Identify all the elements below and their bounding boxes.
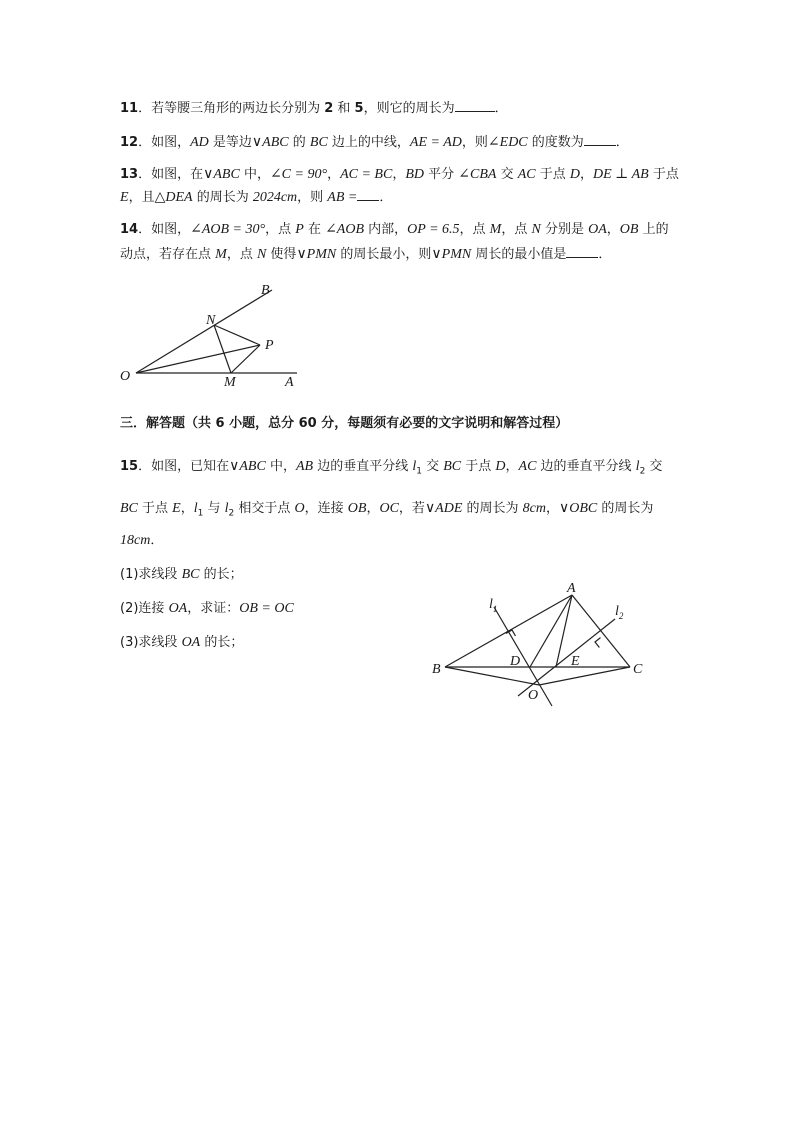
question-number: 11 (120, 101, 139, 116)
answer-blank[interactable] (566, 244, 598, 258)
segment-OB (445, 667, 539, 685)
subquestion-2: (2)连接 OA，求证：OB = OC (120, 601, 294, 616)
question-13-line-1: 13．如图，在∨ABC 中，∠C = 90°，AC = BC，BD 平分 ∠CBA 交 AC 于点 D，DE ⊥ AB 于点 (120, 167, 679, 182)
answer-blank[interactable] (455, 98, 495, 112)
question-number: 14 (120, 222, 139, 237)
question-11: 11．若等腰三角形的两边长分别为 2 和 5，则它的周长为 ． (120, 98, 508, 118)
line-l2 (518, 619, 615, 696)
label-C: C (633, 662, 643, 677)
label-M: M (224, 375, 236, 390)
question-15-line-2: BC 于点 E，$l_1$ 与 $l_2$ 相交于点 O，连接 OB，OC，若∨ADE 的周长为 8cm，∨OBC 的周长为 (120, 501, 654, 519)
segment-NP (214, 325, 260, 345)
subquestion-3: (3)求线段 OA 的长； (120, 635, 244, 650)
question-number: 15 (120, 459, 139, 474)
segment-AE (556, 595, 572, 667)
subquestion-1: (1)求线段 BC 的长； (120, 567, 243, 582)
side-AC (572, 595, 630, 667)
label-O: O (528, 688, 539, 703)
question-12: 12．如图，AD 是等边∨ABC 的 BC 边上的中线，AE = AD，则∠EDC 的度数为 ． (120, 132, 629, 152)
section-3-heading: 三．解答题（共 6 小题，总分 60 分，每题须有必要的文字说明和解答过程） (120, 416, 569, 431)
question-15-line-1: 15．如图，已知在∨ABC 中，AB 边的垂直平分线 $l_1$ 交 BC 于点 D，AC 边的垂直平分线 $l_2$ 交 (120, 459, 663, 477)
label-D: D (510, 654, 521, 669)
label-A: A (567, 581, 576, 596)
label-B: B (261, 283, 270, 298)
label-B: B (432, 662, 441, 677)
label-A: A (285, 375, 294, 390)
ray-OB (136, 290, 272, 373)
question-13-line-2: E，且△DEA 的周长为 2024cm，则 AB = ． (120, 187, 392, 207)
line-l1 (494, 607, 552, 706)
answer-blank[interactable] (357, 187, 379, 201)
question-number: 13 (120, 167, 139, 182)
segment-OC (539, 667, 630, 685)
segment-PM (231, 345, 260, 373)
label-O: O (120, 369, 131, 384)
segment-OP (136, 345, 260, 373)
question-14-line-2: 动点，若存在点 M，点 N 使得∨PMN 的周长最小，则∨PMN 周长的最小值是 ． (120, 244, 611, 264)
question-number: 12 (120, 135, 139, 150)
question-14-line-1: 14．如图，∠AOB = 30°，点 P 在 ∠AOB 内部，OP = 6.5，点 M，点 N 分别是 OA，OB 上的 (120, 222, 669, 237)
right-angle-mark-l2 (595, 638, 601, 648)
label-P: P (265, 338, 274, 353)
segment-AD (530, 595, 572, 667)
question-15-line-3: 18cm． (120, 533, 164, 548)
figure-14 (110, 278, 310, 393)
figure-15 (420, 575, 660, 715)
label-E: E (571, 654, 580, 669)
answer-blank[interactable] (584, 132, 616, 146)
label-l1: $l_1$ (489, 597, 498, 614)
label-N: N (206, 313, 216, 328)
label-l2: $l_2$ (615, 604, 624, 621)
segment-NM (214, 325, 231, 373)
